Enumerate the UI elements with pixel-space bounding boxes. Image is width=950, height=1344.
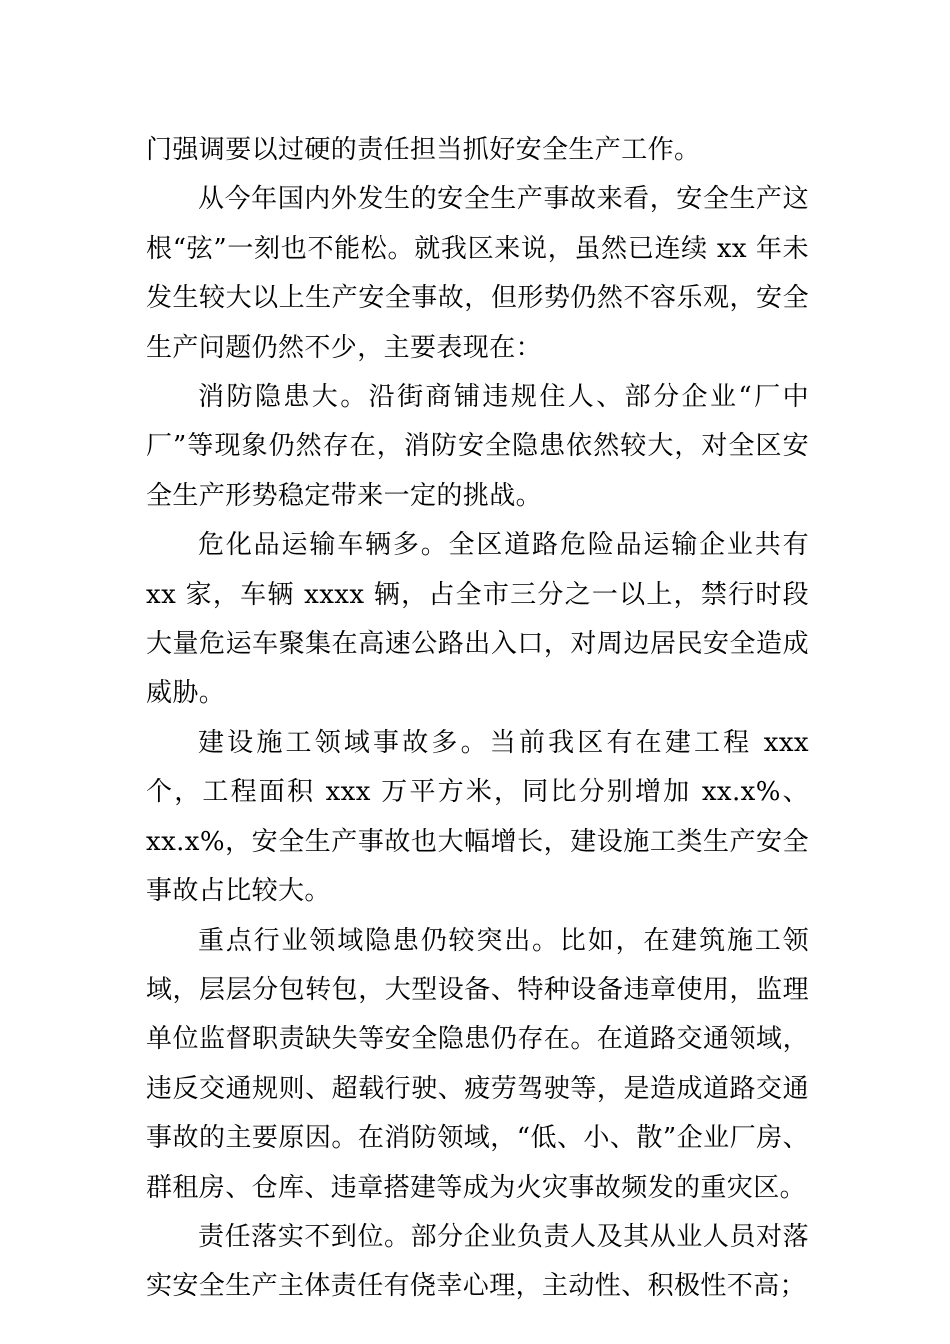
paragraph-fire-hazards: 消防隐患大。沿街商铺违规住人、部分企业“厂中厂”等现象仍然存在，消防安全隐患依然较大，对全区安全生产形势稳定带来一定的挑战。: [146, 382, 809, 511]
document-page: [146, 126, 809, 1312]
paragraph-continuation: 门强调要以过硬的责任担当抓好安全生产工作。: [146, 135, 701, 165]
paragraph-hazmat-vehicles: 危化品运输车辆多。全区道路危险品运输企业共有 xx 家，车辆 xxxx 辆，占全市三分之一以上，禁行时段大量危运车聚集在高速公路出入口，对周边居民安全造成威胁。: [146, 530, 809, 709]
paragraph-construction-accidents: 建设施工领域事故多。当前我区有在建工程 xxx 个，工程面积 xxx 万平方米，同比分别增加 xx.x%、xx.x%，安全生产事故也大幅增长，建设施工类生产安全事故占比较大。: [146, 727, 809, 907]
paragraph-responsibility: 责任落实不到位。部分企业负责人及其从业人员对落实安全生产主体责任有侥幸心理，主动性、积极性不高；: [146, 1221, 809, 1302]
paragraph-safety-overview: 从今年国内外发生的安全生产事故来看，安全生产这根“弦”一刻也不能松。就我区来说，虽然已连续 xx 年未发生较大以上生产安全事故，但形势仍然不容乐观，安全生产问题仍然不少，主要表现在：: [146, 184, 809, 363]
paragraph-key-industries: 重点行业领域隐患仍较突出。比如，在建筑施工领域，层层分包转包，大型设备、特种设备违章使用，监理单位监督职责缺失等安全隐患仍存在。在道路交通领域，违反交通规则、超载行驶、疲劳驾驶等，是造成道路交通事故的主要原因。在消防领域，“低、小、散”企业厂房、群租房、仓库、违章搭建等成为火灾事故频发的重灾区。: [146, 925, 809, 1203]
